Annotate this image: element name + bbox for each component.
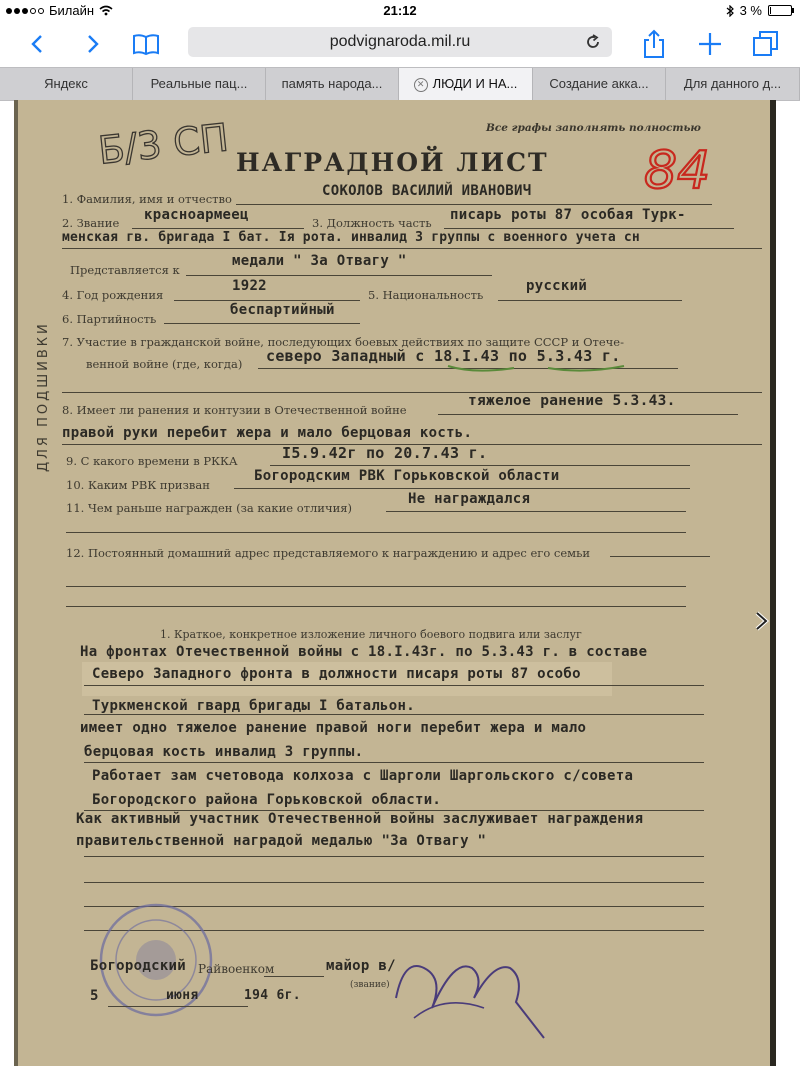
tab-bar: [0, 67, 800, 101]
narrative-line-3: Туркменской гвард бригады I батальон.: [92, 698, 415, 714]
url-text: podvignaroda.mil.ru: [329, 33, 471, 50]
bluetooth-icon: [726, 5, 734, 17]
status-right: [726, 3, 792, 18]
handwritten-mark: [94, 112, 234, 174]
section-1-label: 1. Краткое, конкретное изложение личного боевого подвига или заслуг: [160, 628, 582, 641]
present-label: Представляется к: [70, 263, 180, 277]
narrative-line-6: Работает зам счетовода колхоза с Шарголи Шаргольского с/совета: [92, 768, 634, 784]
award-sheet-document: [14, 100, 776, 1066]
underline: [438, 414, 738, 415]
field-8-continued: правой руки перебит жера и мало берцовая кость.: [62, 425, 473, 441]
field-7-label-continued: венной войне (где, когда): [86, 357, 243, 371]
narrative-line-2: Северо Западного фронта в должности писаря роты 87 особо: [92, 666, 581, 682]
underline: [66, 532, 686, 533]
underline: [186, 275, 492, 276]
narrative-line-9: правительственной наградой медалью "За Отвагу ": [76, 833, 487, 849]
underline: [108, 1006, 248, 1007]
forward-button[interactable]: [74, 26, 110, 62]
status-bar: [0, 0, 800, 22]
field-5-label: 5. Национальность: [368, 288, 484, 302]
tab-label: память народа...: [281, 76, 383, 91]
tab-people-active[interactable]: [399, 68, 533, 100]
present-value: медали " За Отвагу ": [232, 253, 407, 269]
underline: [84, 714, 704, 715]
sign-rank: майор в/: [326, 958, 396, 974]
field-2-value: красноармеец: [144, 207, 249, 223]
field-11-label: 11. Чем раньше награжден (за какие отличия): [66, 501, 352, 515]
field-3-label: 3. Должность часть: [312, 216, 432, 230]
reload-icon[interactable]: [584, 33, 602, 51]
field-4-value: 1922: [232, 278, 267, 294]
sign-rank-note: (звание): [350, 980, 390, 990]
underline: [66, 606, 686, 607]
tabs-overview-button[interactable]: [748, 26, 784, 62]
tab-label: Для данного д...: [683, 76, 782, 91]
date-month: июня: [166, 988, 199, 1003]
tab-label: Реальные пац...: [150, 76, 248, 91]
back-button[interactable]: [20, 26, 56, 62]
corner-note: Все графы заполнять полностью: [486, 122, 701, 134]
date-day: 5: [90, 988, 99, 1004]
field-7-label: 7. Участие в гражданской войне, последующих боевых действиях по защите СССР и Отече-: [62, 335, 624, 349]
handwritten-number: [640, 136, 720, 198]
field-6-label: 6. Партийность: [62, 312, 157, 326]
field-9-value: I5.9.42г по 20.7.43 г.: [282, 444, 488, 462]
underline: [498, 300, 682, 301]
svg-text:Б/3 СП: Б/3 СП: [96, 115, 231, 173]
narrative-line-7: Богородского района Горьковской области.: [92, 792, 442, 808]
underline: [270, 465, 690, 466]
tab-yandex[interactable]: [0, 68, 133, 100]
underline: [234, 488, 690, 489]
close-tab-icon[interactable]: ✕: [414, 78, 428, 92]
field-5-value: русский: [526, 278, 588, 294]
underline: [62, 248, 762, 249]
field-6-value: беспартийный: [230, 302, 335, 318]
tab-label: ЛЮДИ И НА...: [432, 76, 518, 91]
tab-real[interactable]: [133, 68, 266, 100]
tab-memory[interactable]: [266, 68, 399, 100]
carrier-name: Билайн: [49, 3, 95, 18]
next-page-chevron-icon[interactable]: [750, 610, 772, 632]
underline: [386, 511, 686, 512]
tab-account[interactable]: [533, 68, 666, 100]
field-3-continued: менская гв. бригада I бат. Iя рота. инвалид 3 группы с военного учета сн: [62, 230, 640, 245]
field-2-label: 2. Звание: [62, 216, 120, 230]
underline: [132, 228, 304, 229]
underline: [236, 204, 712, 205]
clock: 21:12: [383, 3, 417, 18]
tab-label: Яндекс: [44, 76, 88, 91]
date-year: 194 6г.: [244, 988, 301, 1003]
field-10-value: Богородским РВК Горьковской области: [254, 468, 560, 484]
field-9-label: 9. С какого времени в РККА: [66, 454, 238, 468]
field-7-value: северо Западный с 18.I.43 по 5.3.43 г.: [266, 347, 621, 365]
green-underline-mark: [444, 360, 634, 376]
sign-location: Богородский: [90, 958, 187, 974]
underline: [444, 228, 734, 229]
field-3-value: писарь роты 87 особая Турк-: [450, 207, 686, 223]
underline: [174, 300, 360, 301]
share-button[interactable]: [636, 26, 672, 62]
underline: [84, 882, 704, 883]
narrative-line-8: Как активный участник Отечественной войны заслуживает награждения: [76, 811, 644, 827]
battery-icon: [768, 5, 792, 16]
underline: [164, 323, 360, 324]
svg-text:84: 84: [644, 141, 711, 198]
document-right-edge: [770, 100, 776, 1066]
narrative-line-1: На фронтах Отечественной войны с 18.I.43г. по 5.3.43 г. в составе: [80, 644, 648, 660]
tab-data[interactable]: [666, 68, 800, 100]
side-binding-label: ДЛЯ ПОДШИВКИ: [36, 321, 51, 472]
field-11-value: Не награждался: [408, 491, 531, 507]
new-tab-button[interactable]: [692, 26, 728, 62]
signature: [384, 938, 564, 1048]
document-left-edge: [14, 100, 18, 1066]
field-10-label: 10. Каким РВК призван: [66, 478, 210, 492]
narrative-line-4: имеет одно тяжелое ранение правой ноги перебит жера и мало: [80, 720, 587, 736]
bookmarks-button[interactable]: [128, 26, 164, 62]
field-4-label: 4. Год рождения: [62, 288, 164, 302]
underline: [84, 856, 704, 857]
underline: [84, 762, 704, 763]
field-8-label: 8. Имеет ли ранения и контузии в Отечественной войне: [62, 403, 407, 417]
underline: [610, 556, 710, 557]
document-title: НАГРАДНОЙ ЛИСТ: [236, 148, 549, 177]
narrative-line-5: берцовая кость инвалид 3 группы.: [84, 744, 364, 760]
tab-label: Создание акка...: [549, 76, 649, 91]
field-8-value: тяжелое ранение 5.3.43.: [468, 393, 676, 409]
underline: [66, 586, 686, 587]
address-bar[interactable]: [188, 27, 612, 57]
sign-office: Райвоенком: [198, 962, 275, 976]
field-12-label: 12. Постоянный домашний адрес представляемого к награждению и адрес его семьи: [66, 546, 591, 560]
underline: [84, 685, 704, 686]
field-1-label: 1. Фамилия, имя и отчество: [62, 192, 232, 206]
battery-percent: 3 %: [739, 3, 762, 18]
field-1-value: СОКОЛОВ ВАСИЛИЙ ИВАНОВИЧ: [322, 183, 532, 199]
underline: [264, 976, 324, 977]
